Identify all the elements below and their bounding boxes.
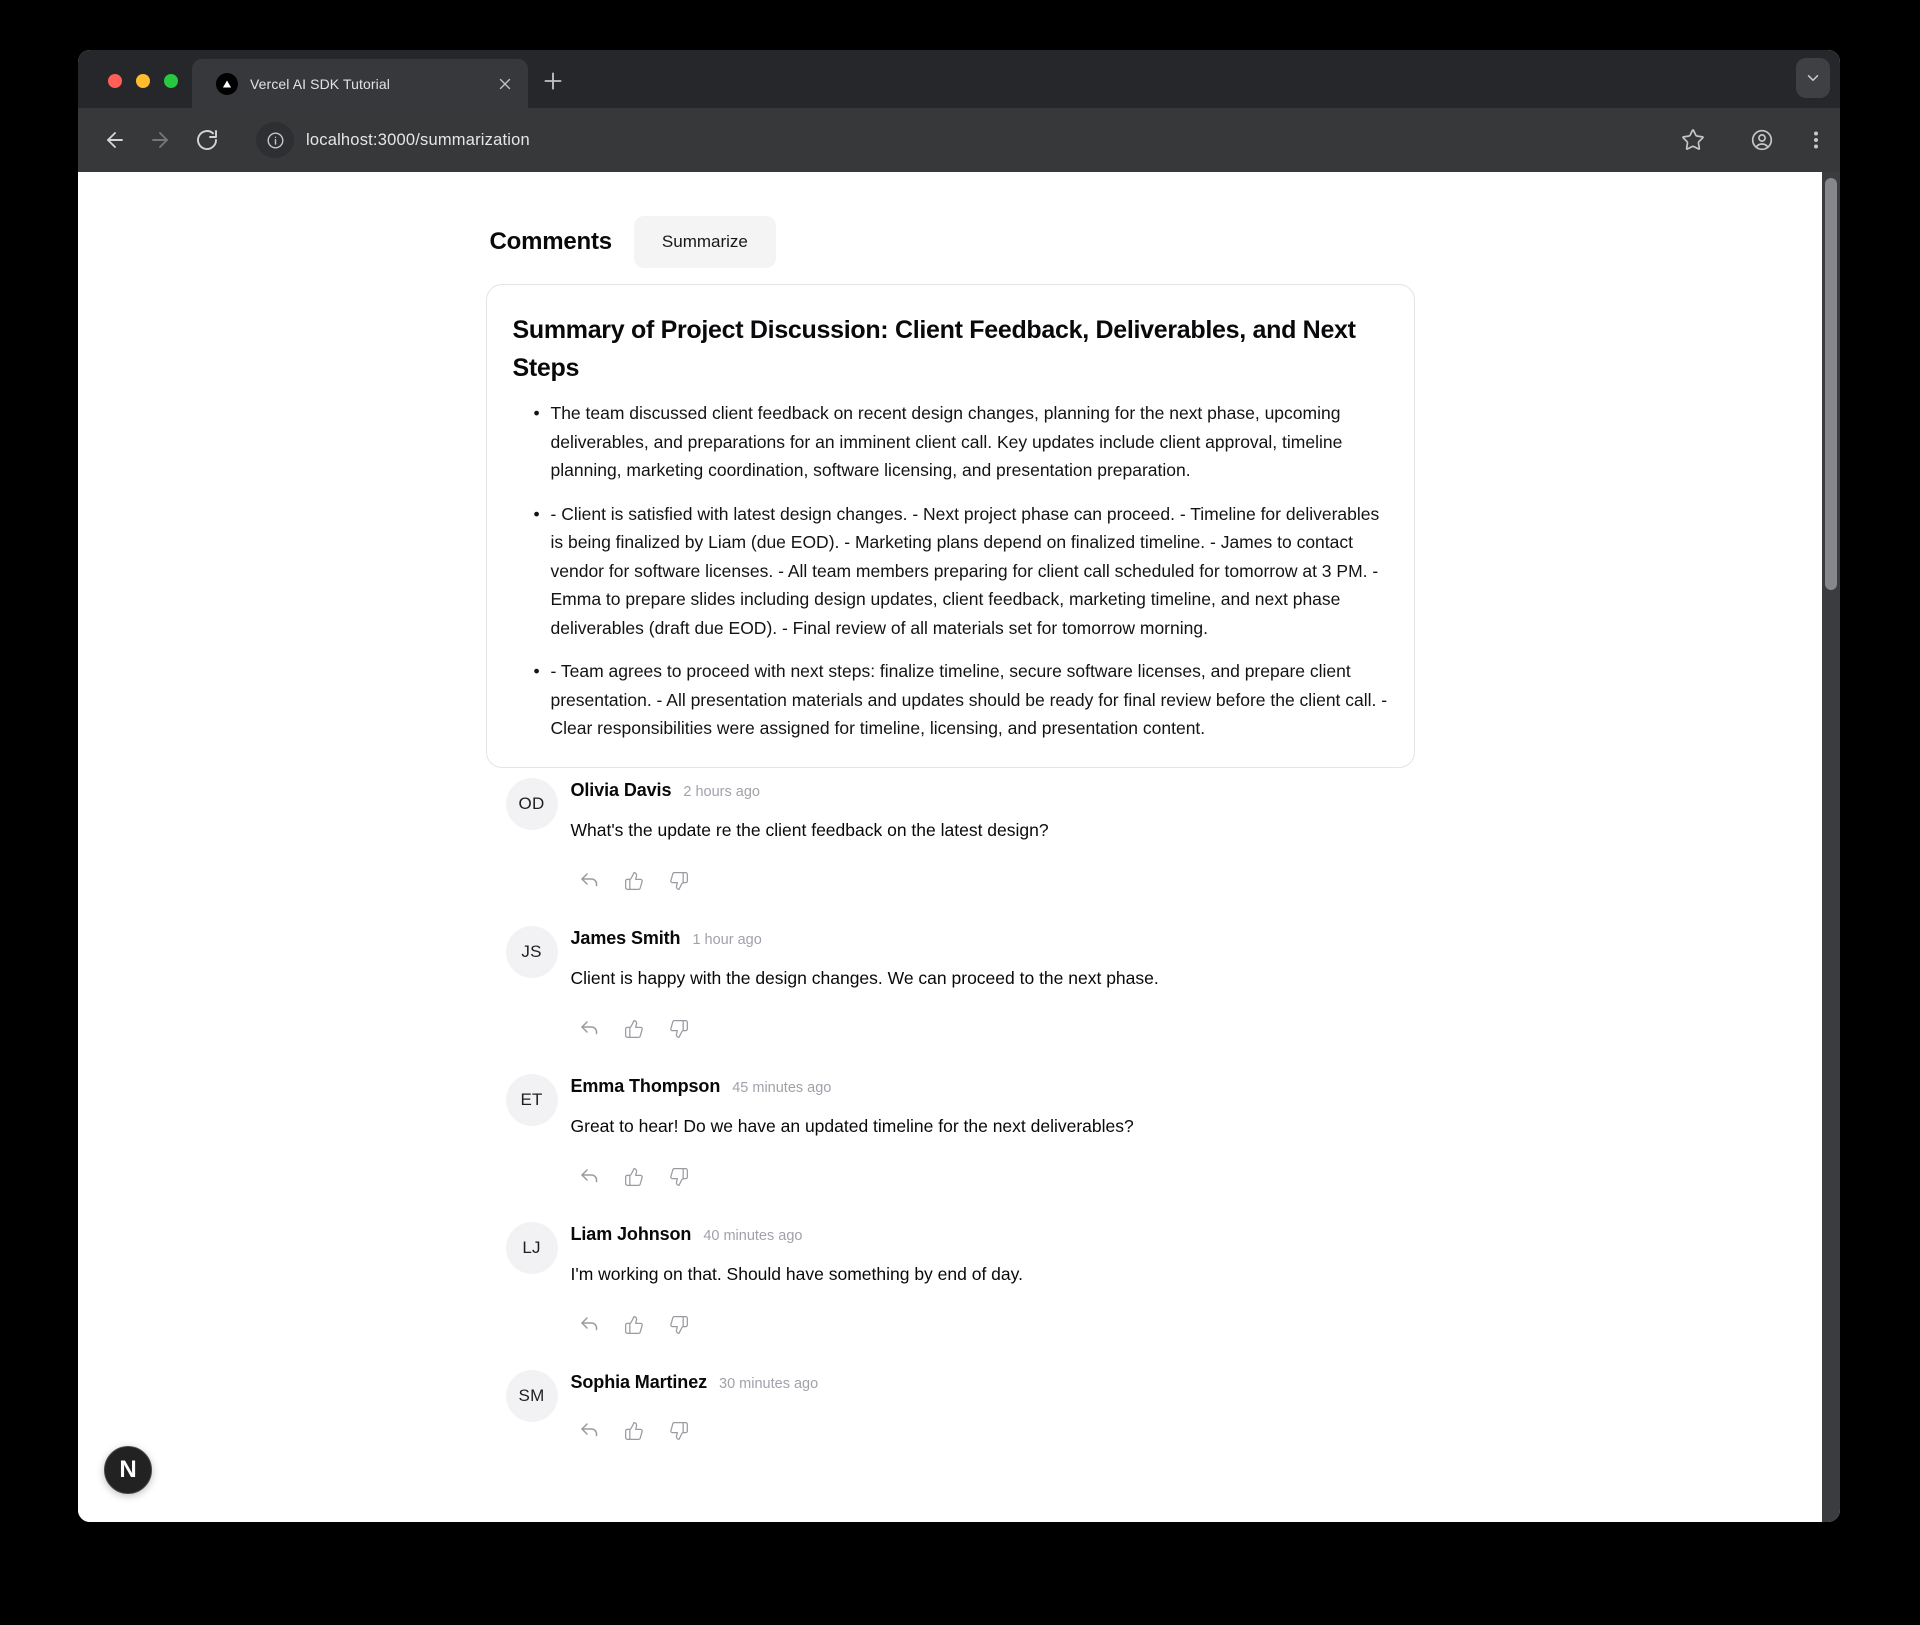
thumbs-down-button[interactable] (669, 1019, 689, 1039)
comment-item (506, 778, 1415, 891)
comment-timestamp: 2 hours ago (683, 783, 760, 800)
info-icon (266, 131, 285, 150)
summary-bullet-list (513, 399, 1388, 743)
comment-text: Client is happy with the design changes. We can proceed to the next phase. (570, 967, 1159, 988)
address-bar[interactable] (248, 122, 1660, 158)
comment-author: James Smith (570, 927, 681, 948)
tab-search-button[interactable] (1796, 58, 1830, 98)
summary-card (486, 284, 1415, 768)
tab-close-icon[interactable] (496, 75, 514, 93)
bookmark-star-button[interactable] (1681, 128, 1705, 152)
comment-timestamp: 40 minutes ago (703, 1227, 803, 1244)
avatar: OD (506, 778, 558, 830)
thumbs-up-button[interactable] (624, 1315, 644, 1335)
comment-actions (571, 1167, 1134, 1187)
thumbs-down-button[interactable] (669, 871, 689, 891)
thumbs-up-icon (624, 871, 644, 891)
chevron-down-icon (1804, 69, 1822, 87)
summarize-button[interactable]: Summarize (634, 216, 776, 268)
star-icon (1681, 128, 1705, 152)
browser-tab[interactable] (192, 59, 528, 108)
thumbs-down-icon (669, 1019, 689, 1039)
thumbs-down-button[interactable] (669, 1315, 689, 1335)
avatar: LJ (506, 1222, 558, 1274)
comment-author: Emma Thompson (570, 1075, 721, 1096)
comment-actions (571, 1421, 819, 1441)
profile-button[interactable] (1750, 128, 1774, 152)
thumbs-up-button[interactable] (624, 1019, 644, 1039)
comment-timestamp: 30 minutes ago (719, 1375, 819, 1392)
page-content (78, 172, 1822, 1522)
reply-icon (579, 1167, 599, 1187)
site-info-button[interactable] (256, 122, 294, 158)
reply-button[interactable] (579, 1421, 599, 1441)
scrollbar-track (1822, 172, 1840, 1522)
thumbs-up-icon (624, 1019, 644, 1039)
comment-author: Liam Johnson (570, 1223, 692, 1244)
scrollbar-thumb[interactable] (1825, 178, 1837, 590)
tab-title: Vercel AI SDK Tutorial (250, 75, 390, 92)
thumbs-up-icon (624, 1315, 644, 1335)
vercel-favicon-icon (216, 73, 238, 95)
browser-menu-button[interactable] (1804, 128, 1828, 152)
comment-timestamp: 45 minutes ago (732, 1079, 832, 1096)
comment-item (506, 1370, 1415, 1441)
reply-button[interactable] (579, 1315, 599, 1335)
avatar: ET (506, 1074, 558, 1126)
reply-icon (579, 1019, 599, 1039)
reply-icon (579, 1315, 599, 1335)
browser-toolbar (78, 108, 1840, 172)
reply-button[interactable] (579, 871, 599, 891)
thumbs-up-button[interactable] (624, 871, 644, 891)
summary-bullet: • - Team agrees to proceed with next steps: finalize timeline, secure software licenses, and prepare client presentation. - All presentation materials and updates should be ready for final review before the client call. - Clear responsibilities were assigned for timeline, licensing, and presentation content. (551, 657, 1388, 743)
comment-author: Olivia Davis (570, 779, 672, 800)
thumbs-up-icon (624, 1421, 644, 1441)
comment-item (506, 1222, 1415, 1335)
reply-icon (579, 1421, 599, 1441)
comment-text: Great to hear! Do we have an updated timeline for the next deliverables? (570, 1115, 1134, 1136)
menu-dots-icon (1804, 128, 1828, 152)
summary-title: Summary of Project Discussion: Client Feedback, Deliverables, and Next Steps (512, 316, 1356, 382)
forward-button[interactable] (148, 128, 172, 152)
thumbs-down-icon (669, 1315, 689, 1335)
window-minimize-button[interactable] (136, 74, 150, 88)
back-button[interactable] (103, 128, 127, 152)
comment-actions (571, 1019, 1159, 1039)
comment-timestamp: 1 hour ago (692, 931, 762, 948)
comment-author: Sophia Martinez (570, 1371, 708, 1392)
comment-item (506, 926, 1415, 1039)
avatar: SM (506, 1370, 558, 1422)
tab-strip (78, 50, 1840, 108)
summary-bullet: • - Client is satisfied with latest design changes. - Next project phase can proceed. - Timeline for deliverables is being finalized by Liam (due EOD). - Marketing plans depend on finalized timeline. - James to contact vendor for software licenses. - All team members preparing for client call scheduled for tomorrow at 3 PM. - Emma to prepare slides including design updates, client feedback, marketing timeline, and next phase deliverables (draft due EOD). - Final review of all materials set for tomorrow morning. (551, 500, 1388, 643)
thumbs-up-button[interactable] (624, 1421, 644, 1441)
thumbs-up-icon (624, 1167, 644, 1187)
thumbs-down-button[interactable] (669, 1167, 689, 1187)
comment-item (506, 1074, 1415, 1187)
comment-actions (571, 871, 1049, 891)
avatar: JS (506, 926, 558, 978)
reply-button[interactable] (579, 1019, 599, 1039)
comment-actions (571, 1315, 1023, 1335)
comments-list (486, 778, 1415, 1441)
window-zoom-button[interactable] (164, 74, 178, 88)
url-text[interactable]: localhost:3000/summarization (306, 130, 530, 149)
page-title: Comments (489, 228, 612, 255)
browser-window (78, 50, 1840, 1522)
thumbs-down-button[interactable] (669, 1421, 689, 1441)
nextjs-devtools-button[interactable]: N (104, 1446, 152, 1494)
comment-text: What's the update re the client feedback on the latest design? (570, 819, 1049, 840)
new-tab-button[interactable] (540, 68, 566, 94)
reply-button[interactable] (579, 1167, 599, 1187)
comment-text: I'm working on that. Should have something by end of day. (570, 1263, 1023, 1284)
summary-bullet: • The team discussed client feedback on recent design changes, planning for the next phase, upcoming deliverables, and preparations for an imminent client call. Key updates include client approval, timeline planning, marketing coordination, software licensing, and presentation preparation. (551, 399, 1388, 485)
thumbs-down-icon (669, 871, 689, 891)
thumbs-up-button[interactable] (624, 1167, 644, 1187)
window-close-button[interactable] (108, 74, 122, 88)
profile-icon (1750, 128, 1774, 152)
thumbs-down-icon (669, 1167, 689, 1187)
reload-button[interactable] (195, 128, 219, 152)
thumbs-down-icon (669, 1421, 689, 1441)
reply-icon (579, 871, 599, 891)
comments-header-row (490, 216, 1415, 268)
